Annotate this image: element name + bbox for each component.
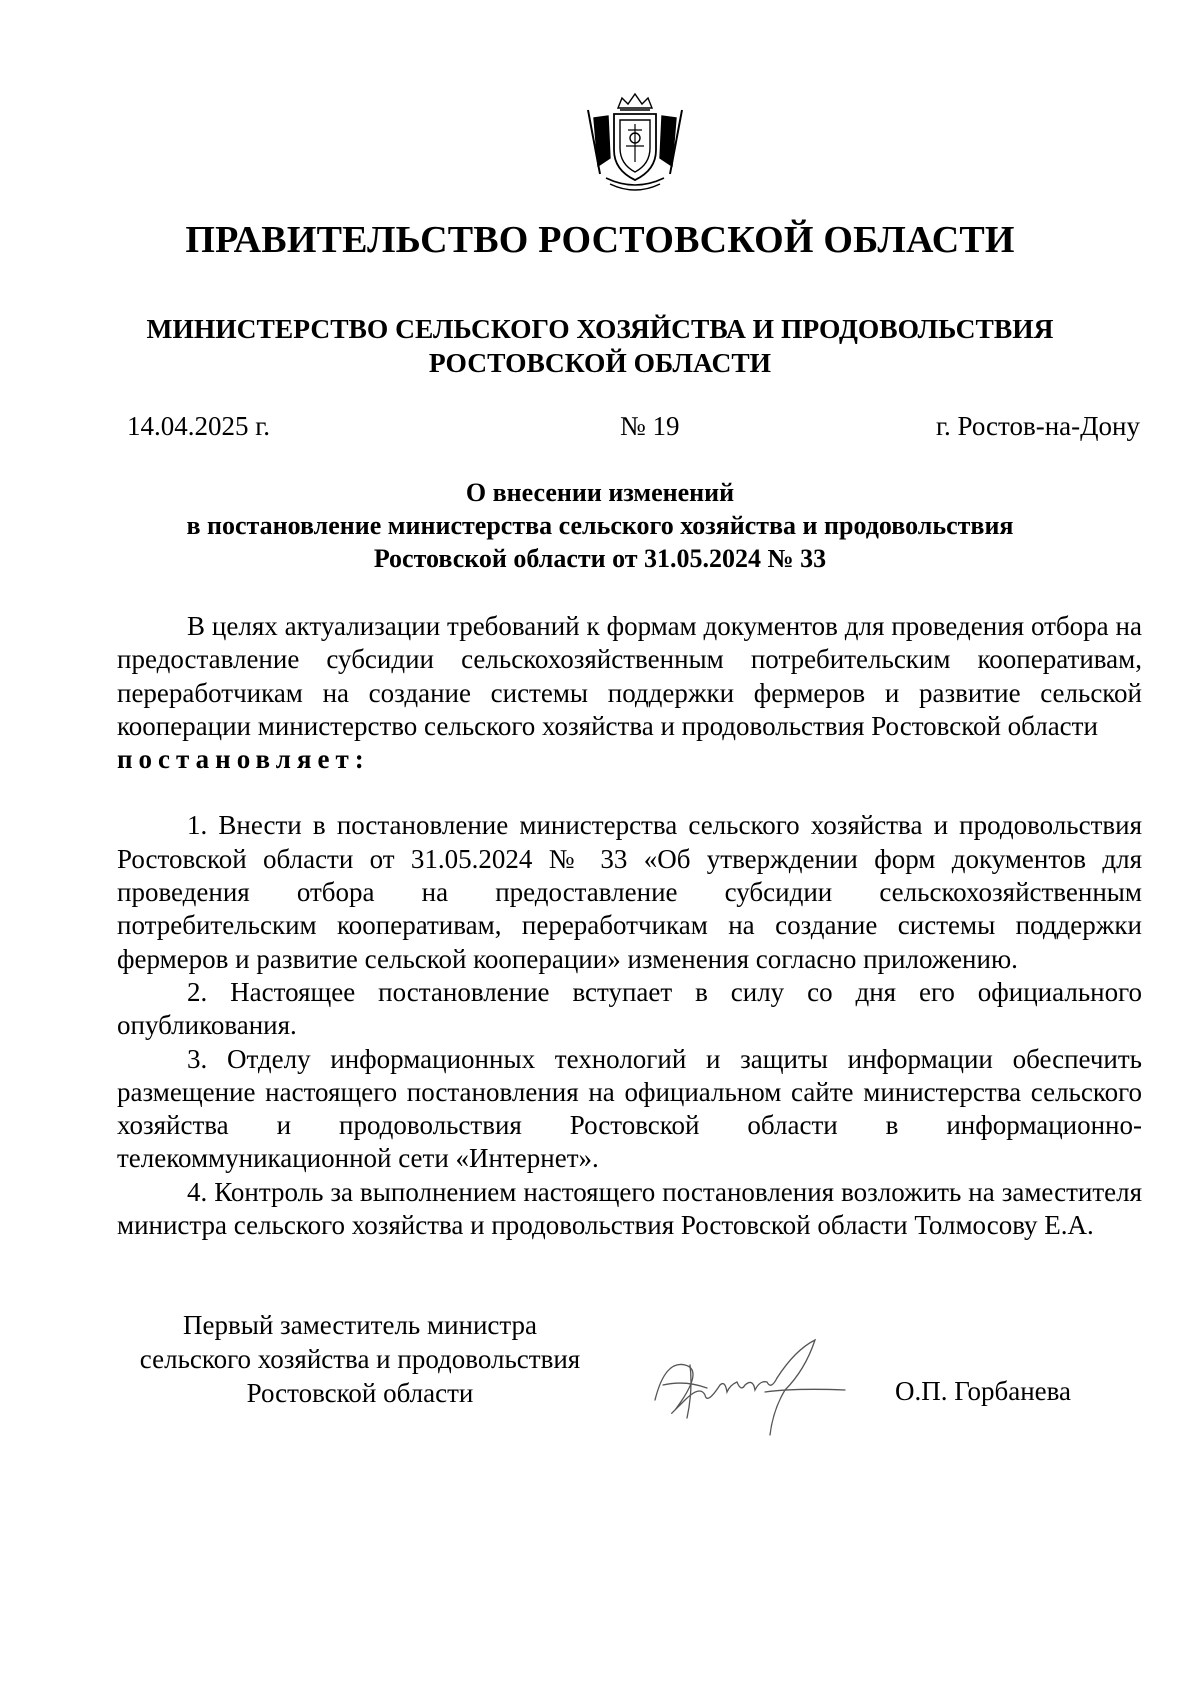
coat-of-arms-icon	[580, 88, 690, 196]
position-line-2: сельского хозяйства и продовольствия	[139, 1344, 581, 1374]
document-body	[117, 610, 1142, 1242]
document-number: № 19	[620, 411, 680, 441]
ministry-line-1: МИНИСТЕРСТВО СЕЛЬСКОГО ХОЗЯЙСТВА И ПРОДОВОЛЬСТВИЯ	[146, 313, 1054, 344]
ministry-line-2: РОСТОВСКОЙ ОБЛАСТИ	[428, 347, 772, 378]
item-paragraph-2: 2. Настоящее постановление вступает в силу со дня его официального опубликования.	[117, 976, 1142, 1041]
item-paragraph-3: 3. Отделу информационных технологий и защиты информации обеспечить размещение настоящего постановления на официальном сайте министерства сельского хозяйства и продовольствия Ростовской области в информационно-телекоммуникационной сети «Интернет».	[117, 1043, 1142, 1174]
decree-word: постановляет:	[117, 744, 370, 775]
document-city: г. Ростов-на-Дону	[935, 411, 1140, 441]
title-line-3: Ростовской области от 31.05.2024 № 33	[373, 544, 827, 573]
title-line-1: О внесении изменений	[465, 478, 735, 507]
document-title	[0, 476, 1200, 575]
signatory-name: О.П. Горбанева	[895, 1376, 1072, 1406]
item-paragraph-1: 1. Внести в постановление министерства сельского хозяйства и продовольствия Ростовской области от 31.05.2024 № 33 «Об утверждении форм документов для проведения отбора на предоставление субсидии сельскохозяйственным потребительским кооперативам, переработчикам на создание системы поддержки фермеров и развитие сельской кооперации» изменения согласно приложению.	[117, 810, 1142, 974]
signatory-position	[120, 1308, 600, 1410]
item-paragraph-4: 4. Контроль за выполнением настоящего постановления возложить на заместителя министра сельского хозяйства и продовольствия Ростовской области Толмосову Е.А.	[117, 1176, 1142, 1241]
title-line-2: в постановление министерства сельского хозяйства и продовольствия	[186, 511, 1014, 540]
document-date: 14.04.2025 г.	[127, 411, 271, 441]
preamble-paragraph: В целях актуализации требований к формам документов для проведения отбора на предоставление субсидии сельскохозяйственным потребительским кооперативам, переработчикам на создание системы поддержки фермеров и развитие сельской кооперации министерство сельского хозяйства и продовольствия Ростовской области	[117, 611, 1142, 741]
handwritten-signature-icon	[645, 1330, 860, 1445]
document-meta	[0, 411, 1200, 445]
position-line-3: Ростовской области	[246, 1378, 474, 1408]
government-title: ПРАВИТЕЛЬСТВО РОСТОВСКОЙ ОБЛАСТИ	[185, 219, 1015, 261]
position-line-1: Первый заместитель министра	[182, 1310, 538, 1340]
ministry-name	[0, 312, 1200, 380]
